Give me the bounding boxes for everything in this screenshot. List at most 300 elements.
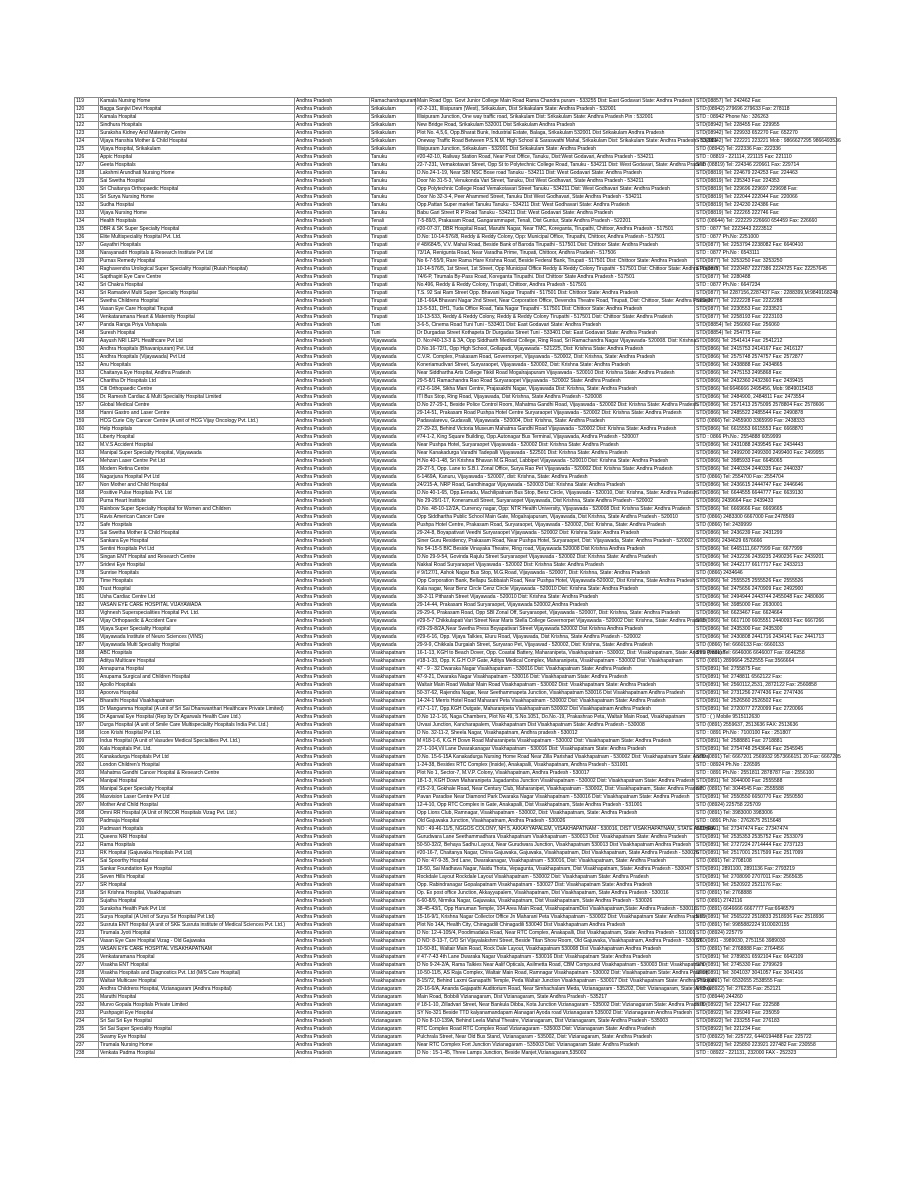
table-row xyxy=(75,482,837,490)
table-row xyxy=(75,554,837,562)
city-cell: Visakhapatnam xyxy=(370,786,416,794)
city-cell: Visakhapatnam xyxy=(370,914,416,922)
phone-cell: STD(08819) Tel: 229696 229697 229698 Fax: xyxy=(695,186,837,194)
city-cell: Tirupati xyxy=(370,242,416,250)
address-cell: SY No-321 Beside TTD kalyanamandapam Alanagari Ayoda road Vizianagaram 535002 Dist: Vizianagaram Andhra Pradesh xyxy=(416,1010,695,1018)
city-cell: Vijayawada xyxy=(370,394,416,402)
hospital-name-cell: Vijaya Nursing Home xyxy=(99,210,295,218)
hospital-name-cell: Dr Agarwal Eye Hospital (Rep by Dr Agarwals Health Care Ltd.) xyxy=(99,714,295,722)
address-cell: D.No.16-72/1, Opp High School, Gollapudi, Vijayawada - 521225, Dist: Krishna State: Andhra Pradesh xyxy=(416,346,695,354)
hospital-name-cell: Geeta Hospitals xyxy=(99,162,295,170)
city-cell: Visakhapatnam xyxy=(370,890,416,898)
city-cell: Tirupati xyxy=(370,258,416,266)
table-row xyxy=(75,738,837,746)
state-cell: Andhra Pradesh xyxy=(295,434,370,442)
serial-number-cell: 214 xyxy=(75,858,99,866)
phone-cell: STD(0866) Tel: 2485522 2485544 Fax: 2490878 xyxy=(695,410,837,418)
phone-cell: STD (0866) Tel: 2554700 Fax: 2554704 xyxy=(695,474,837,482)
hospital-name-cell: M.V.S Accident Hospital xyxy=(99,442,295,450)
hospital-name-cell: ABC Hospitals xyxy=(99,650,295,658)
address-cell: NO : 49-46-11/5, NGGOS COLONY, NH 5, AKKAYYAPALEM, VISAKHAPATNAM - 530016, DIST VISAKHAPATNAM, STATE ANDHRA xyxy=(417,826,715,832)
table-row xyxy=(75,330,837,338)
city-cell: Tenali xyxy=(370,218,416,226)
address-cell: Urvasi Junction, Kancharapalem, Visakhapatnam Dist Visakhapatnam State: Andhra Pradesh - 530008 xyxy=(416,722,695,730)
address-cell: #20-16-7, Chaitanya Nagar, China Gajuwaka, Gajuwaka, Visakhapatnam, Dist Visakhapatnam, State Andhra Pradesh - 530026 xyxy=(417,850,699,856)
hospital-name-cell: Global Medical Centre xyxy=(99,402,295,410)
hospital-name-cell: Sri Chaitanya Orthopaedic Hospital xyxy=(99,186,295,194)
city-cell: Visakhapatnam xyxy=(370,794,416,802)
city-cell: Visakhapatnam xyxy=(370,930,416,938)
city-cell: Visakhapatnam xyxy=(370,762,416,770)
serial-number-cell: 137 xyxy=(75,242,99,250)
state-cell: Andhra Pradesh xyxy=(295,954,370,962)
address-cell: 50-50-32/2, Behaya Sadhu Layout, Near Gurudwara Junction, Visakhapatnam 530013 Dist Visakhapatnam Andhra Pradesh xyxy=(416,842,695,850)
phone-cell: STD(0891) Tel: 2789831 6592104 Fax: 6642109 xyxy=(695,954,837,962)
hospital-name-cell: Apoorva Hospital xyxy=(99,690,295,698)
address-cell: #29-5-7 Chikkulapati Vari Street Near Maris Stella College Governorpet Vijayawada - 520002 Dist: Krishna, State: Andhra Pradesh xyxy=(417,618,706,624)
address-cell: C.V.R. Complex, Prakasam Road, Governorpet, Vijayawada - 520002, Dist: Krishna, State: Andhra Pradesh xyxy=(416,354,695,362)
state-cell: Andhra Pradesh xyxy=(295,234,370,242)
table-row xyxy=(75,402,837,410)
state-cell: Andhra Pradesh xyxy=(295,194,370,202)
state-cell: Andhra Pradesh xyxy=(295,570,370,578)
serial-number-cell: 213 xyxy=(75,850,99,858)
state-cell: Andhra Pradesh xyxy=(295,458,370,466)
address-cell: 6-60-8/9, Nirmika Nagar, Gajuwaka, Visakhapatnam, Dist Visakhapatnam, State Andhra Pradesh - 530026 xyxy=(416,898,695,906)
state-cell: Andhra Pradesh xyxy=(295,802,370,810)
hospital-name-cell: Sankara Eye Hospital xyxy=(99,538,295,546)
hospital-name-cell: Mehzan Laser Centre Pvt Ltd xyxy=(99,458,295,466)
city-cell: Vijayawada xyxy=(370,514,416,522)
city-cell: Srikakulam xyxy=(370,122,416,130)
serial-number-cell: 218 xyxy=(75,890,99,898)
phone-cell: STD(0866) Tel: 2436615 2444747 Fax: 2446646 xyxy=(695,482,837,490)
phone-cell: STD (0891) Tel: 9985882224 9100020155 xyxy=(695,922,837,930)
address-cell: No 29-29/1-17, Koneramudi Street, Suryaraopet Vijayawada, Dist Krishna, State Andhra Pradesh - 520002 xyxy=(416,498,695,506)
table-row xyxy=(75,418,837,426)
address-cell: ITI Bus Stop, Ring Road, Vijayawada, Dist Krishna, State Andhra Pradesh - 520008 xyxy=(416,394,695,402)
hospital-name-cell: Tirumala Jyoti Hospital xyxy=(99,930,295,938)
table-row xyxy=(75,778,837,786)
serial-number-cell: 204 xyxy=(75,778,99,786)
serial-number-cell: 132 xyxy=(75,202,99,210)
address-cell: 15-16-9/1, Krishna Nagar Collector Office Jn Maharani Peta Visakhapatnam - 530002 Dist: Visakhapatnam State: Andhra Pradesh xyxy=(417,914,705,920)
hospital-name-cell: Waltair Multicare Hospital xyxy=(99,978,295,986)
table-row xyxy=(75,954,837,962)
serial-number-cell: 157 xyxy=(75,402,99,410)
address-cell: 29-14-44, Prakasam Road Suryaraopet, Vijayawada 520002,Andhra Pradesh xyxy=(416,602,695,610)
city-cell: Tirupati xyxy=(370,266,416,274)
serial-number-cell: 130 xyxy=(75,186,99,194)
address-cell: 14-24-1 Merris Hotel Road Maharani Peta Visakhapatnam - 530002 Dist: Visakhapatnam State: Andhra Pradesh xyxy=(416,698,695,706)
hospital-name-cell: Rainbow Super Specialty Hospital for Women and Children xyxy=(99,506,295,514)
phone-cell: STD (0866) Tel: 2455900 3365999 Fax: 2438333 xyxy=(695,418,837,426)
city-cell: Visakhapatnam xyxy=(370,746,416,754)
address-cell: Near Pushpa Hotel, Suryaraopet Vijayawada - 520002 Dist: Krishna State: Andhra Pradesh xyxy=(416,442,695,450)
hospital-name-cell: Time Hospitals xyxy=(99,578,295,586)
hospital-name-cell: Appic Hospital xyxy=(99,154,295,162)
serial-number-cell: 146 xyxy=(75,314,99,322)
address-cell: Near Kanakadurga Varadhi Tadepalli Vijayawada - 522501 Dist: Krishna State: Andhra Pradesh xyxy=(416,450,695,458)
table-row xyxy=(75,826,837,834)
hospital-name-cell: Elite Multispeciality Hospital Pvt. Ltd. xyxy=(99,234,295,242)
city-cell: Visakhapatnam xyxy=(370,946,416,954)
table-row xyxy=(75,210,837,218)
hospital-name-cell: Sankar Foundation Eye Hospital xyxy=(99,866,295,874)
phone-cell: STD(08819) Tel: 224679 224253 Fax: 224463 xyxy=(695,170,837,178)
table-row xyxy=(75,810,837,818)
serial-number-cell: 189 xyxy=(75,658,99,666)
city-cell: Visakhapatnam xyxy=(370,754,416,762)
phone-cell: STD(0866) Tel: 2432360 2432360 Fax: 2439415 xyxy=(695,378,837,386)
state-cell: Andhra Pradesh xyxy=(295,1002,370,1010)
serial-number-cell: 222 xyxy=(75,922,99,930)
city-cell: Visakhapatnam xyxy=(370,842,416,850)
serial-number-cell: 121 xyxy=(75,114,99,122)
phone-cell: STD(08819) Tel: 235343 Fax: 224353 xyxy=(695,178,837,186)
city-cell: Vijayawada xyxy=(370,610,416,618)
address-cell: #18-1-33, Opp. K.G.H O.P Gate, Aditya Medical Complex, Maharanipeta, Visakhapatnam - 530002 Dist: Visakhapatnam xyxy=(416,658,695,666)
serial-number-cell: 133 xyxy=(75,210,99,218)
address-cell: 73/1A, Reniguntа Road, Near Varadha Prime, Tirupati, Chittoor, Andhra Pradesh - 517506 xyxy=(416,250,695,258)
address-cell: 10-50-11/5, AS Raja Complex, Waltair Main Road, Ramnagar Visakhapatnam - 530002 Dist: Visakhapatnam State: Andhra Pradesh xyxy=(417,970,709,976)
state-cell: Andhra Pradesh xyxy=(295,370,370,378)
serial-number-cell: 156 xyxy=(75,394,99,402)
hospital-name-cell: Sentini Hospitals Pvt Ltd xyxy=(99,546,295,554)
table-row xyxy=(75,594,837,602)
phone-cell: STD (0891) 2742116 xyxy=(695,898,837,906)
serial-number-cell: 152 xyxy=(75,362,99,370)
serial-number-cell: 192 xyxy=(75,682,99,690)
state-cell: Andhra Pradesh xyxy=(295,1050,370,1058)
hospital-name-cell: Dr Mangamma Hospital (A unit of Sri Sai Dhanwanthari Healthcare Private Limited) xyxy=(99,706,295,714)
city-cell: Vijayawada xyxy=(370,402,416,410)
hospital-name-cell: Charitha Dr Hospitals Ltd xyxy=(99,378,295,386)
phone-cell: STD(0891) Tel: 2526560 2526502 Fax: xyxy=(695,698,837,706)
city-cell: Vijayawada xyxy=(370,410,416,418)
hospital-name-cell: VASAN EYE CARE HOSPITAL VISAKHAPATNAM xyxy=(99,946,295,954)
city-cell: Visakhapatnam xyxy=(370,682,416,690)
state-cell: Andhra Pradesh xyxy=(295,482,370,490)
phone-cell: STD(0891) Tel: 2560112,2531, 2872122 Fax: 2560858 xyxy=(695,682,837,690)
phone-cell: STD(0891) Tel: 2550550 6650770 Fax: 2550550 xyxy=(695,794,837,802)
address-cell: #20-07-37, DBR Hospital Road, Maruthi Nagar, Near TMC, Koreganta, Tirupathi, Chittoor, Andhra Pradesh - 517501 xyxy=(416,226,695,234)
phone-cell: STD : 08942 Phone No : 326263 xyxy=(695,114,837,122)
table-row xyxy=(75,122,837,130)
state-cell: Andhra Pradesh xyxy=(295,706,370,714)
city-cell: Tanuku xyxy=(370,162,416,170)
state-cell: Andhra Pradesh xyxy=(295,266,370,274)
hospital-name-cell: Lakshmi Arundhati Nursing Home xyxy=(99,170,295,178)
phone-cell: STD (0891) Tel: 2708108 xyxy=(695,858,837,866)
address-cell: #2-2-131, Illisipuram (West), Srikakulam, Dist Srikakulam State: Andhra Pradesh - 532001 xyxy=(416,106,695,114)
state-cell: Andhra Pradesh xyxy=(295,298,370,306)
serial-number-cell: 131 xyxy=(75,194,99,202)
table-row xyxy=(75,1010,837,1018)
serial-number-cell: 127 xyxy=(75,162,99,170)
state-cell: Andhra Pradesh xyxy=(295,554,370,562)
phone-cell: STD : 0866 Ph.No.: 2554888 6059999 xyxy=(695,434,837,442)
phone-cell: STD(08942) Tel: 222221 223221 Mob : 9866627295 9866493536 xyxy=(696,138,841,144)
hospital-name-cell: Murvo Gopala Hospitals Private Limited xyxy=(99,1002,295,1010)
serial-number-cell: 201 xyxy=(75,754,99,762)
serial-number-cell: 138 xyxy=(75,250,99,258)
address-cell: 18-1-66A Bhavani Nagar 2nd Street, Near Corporation Office, Devendra Theatre Road, Tirupati, Dist: Chittoor, State: Andhra Pradesh xyxy=(417,298,712,304)
hospital-name-cell: Kala Hospitals Pvt. Ltd. xyxy=(99,746,295,754)
serial-number-cell: 173 xyxy=(75,530,99,538)
state-cell: Andhra Pradesh xyxy=(295,186,370,194)
address-cell: Pavan Paradise Near Diamond Park Dwaraka Nagar Visakhapatnam - 530016 Dist: Visakhapatnam State: Andhra Pradesh xyxy=(416,794,695,802)
serial-number-cell: 226 xyxy=(75,954,99,962)
table-row xyxy=(75,898,837,906)
hospital-name-cell: Suresh Hospital xyxy=(99,330,295,338)
table-row xyxy=(75,906,837,914)
address-cell: D.No: 10-14-576/8, Reddy & Reddy Colony, Opp: Municipal Office, Tirupathi, Chittoor, Andhra Pradesh - 517501 xyxy=(416,234,695,242)
serial-number-cell: 207 xyxy=(75,802,99,810)
phone-cell: STD(0877) Tel: 2280488 xyxy=(695,274,837,282)
phone-cell: STD(0866) Tel: 6669666 Fax: 6669665 xyxy=(695,506,837,514)
city-cell: Tanuku xyxy=(370,202,416,210)
serial-number-cell: 205 xyxy=(75,786,99,794)
table-row xyxy=(75,154,837,162)
phone-cell: STD(0891) 2891100, 2891136 Fax: 2793219 xyxy=(695,866,837,874)
serial-number-cell: 183 xyxy=(75,610,99,618)
serial-number-cell: 224 xyxy=(75,938,99,946)
table-row xyxy=(75,170,837,178)
phone-cell: STD(0866) Tel: 2438888 Fax: 2434865 xyxy=(695,362,837,370)
table-row xyxy=(75,706,837,714)
city-cell: Visakhapatnam xyxy=(370,770,416,778)
address-cell: Pulchrala Street, Near Old Bus Stand, Vizianagaram - 535002, Dist: Vizianagaram, State: Andhra Pradesh xyxy=(416,1034,695,1042)
address-cell: Waltair Main Road Waltair Main Road Visakhapatnam - 530002 Dist: Visakhapatnam State: Andhra Pradesh xyxy=(416,682,695,690)
city-cell: Vijayawada xyxy=(370,490,416,498)
address-cell: M #18-1-6, K.G.H Down Road Maharanipeta Visakhapatnam - 530002 Dist: Visakhapatnam State: Andhra Pradesh xyxy=(416,738,695,746)
serial-number-cell: 202 xyxy=(75,762,99,770)
table-row xyxy=(75,514,837,522)
state-cell: Andhra Pradesh xyxy=(295,490,370,498)
serial-number-cell: 195 xyxy=(75,706,99,714)
phone-cell: STD : 0891 Ph.No : 7100100 Fax : 251807 xyxy=(695,730,837,738)
table-row xyxy=(75,194,837,202)
city-cell: Vizianagaram xyxy=(370,994,416,1002)
phone-cell: STD : 0877 Ph.No : 6543111 xyxy=(695,250,837,258)
state-cell: Andhra Pradesh xyxy=(295,474,370,482)
table-row xyxy=(75,130,837,138)
city-cell: Tirupati xyxy=(370,274,416,282)
state-cell: Andhra Pradesh xyxy=(295,346,370,354)
hospital-name-cell: Vasan Eye Care Hospital Vizag - Old Gajuwaka xyxy=(99,938,295,946)
state-cell: Andhra Pradesh xyxy=(295,834,370,842)
hospital-name-cell: Sudha Hospital xyxy=(99,202,295,210)
city-cell: Vijayawada xyxy=(370,346,416,354)
phone-cell: STD(0891) Tel: 3044000 Fax: 2555588 xyxy=(695,778,837,786)
serial-number-cell: 147 xyxy=(75,322,99,330)
table-row xyxy=(75,314,837,322)
city-cell: Vijayawada xyxy=(370,498,416,506)
phone-cell: STD(0866) Tel: 2442177 6617717 Fax: 2433213 xyxy=(695,562,837,570)
city-cell: Visakhapatnam xyxy=(370,650,416,658)
state-cell: Andhra Pradesh xyxy=(295,250,370,258)
state-cell: Andhra Pradesh xyxy=(295,642,370,650)
city-cell: Vijayawada xyxy=(370,434,416,442)
state-cell: Andhra Pradesh xyxy=(295,930,370,938)
hospital-name-cell: Vijayawada Multi Speciality Hospital xyxy=(99,642,295,650)
hospital-name-cell: Help Hospitals xyxy=(99,426,295,434)
serial-number-cell: 164 xyxy=(75,458,99,466)
phone-cell: STD(08854) Tel: 256060 Fax: 256060 xyxy=(695,322,837,330)
city-cell: Visakhapatnam xyxy=(370,898,416,906)
city-cell: Visakhapatnam xyxy=(370,978,416,986)
city-cell: Vijayawada xyxy=(370,506,416,514)
serial-number-cell: 206 xyxy=(75,794,99,802)
phone-cell: STD(0866) Tel: 2571413 2575095 2578804 Fax: 2578606 xyxy=(695,402,837,410)
table-row xyxy=(75,890,837,898)
phone-cell: STD (0891) 6646666 6667777 Fax:6646579 xyxy=(695,906,837,914)
city-cell: Tanuku xyxy=(370,154,416,162)
state-cell: Andhra Pradesh xyxy=(295,306,370,314)
city-cell: Vijayawada xyxy=(370,474,416,482)
city-cell: Vijayawada xyxy=(370,418,416,426)
city-cell: Vijayawada xyxy=(370,618,416,626)
address-cell: RTC Complex Road RTC Complex Road Vizianagaram - 535003 Dist: Vizianagaram State: Andhra Pradesh xyxy=(416,1026,695,1034)
city-cell: Vijayawada xyxy=(370,642,416,650)
state-cell: Andhra Pradesh xyxy=(295,410,370,418)
serial-number-cell: 237 xyxy=(75,1042,99,1050)
phone-cell: STD(0891) Tel: 2588881 Fax: 2718881 xyxy=(695,738,837,746)
phone-cell: STD : 0877 Tel: 2223443 2223512 xyxy=(695,226,837,234)
table-row xyxy=(75,362,837,370)
state-cell: Andhra Pradesh xyxy=(295,530,370,538)
state-cell: Andhra Pradesh xyxy=(295,242,370,250)
state-cell: Andhra Pradesh xyxy=(295,98,370,106)
address-cell: 10-13-533, Reddy & Reddy Colony, Reddy & Reddy Colony Tirupathi - 517501 Dist: Chittoor State: Andhra Pradesh xyxy=(416,314,695,322)
city-cell: Visakhapatnam xyxy=(370,850,416,858)
hospital-name-cell: Pushpagiri Eye Hospital xyxy=(99,1010,295,1018)
state-cell: Andhra Pradesh xyxy=(295,106,370,114)
serial-number-cell: 199 xyxy=(75,738,99,746)
hospital-name-cell: Bagga Sanjivi Devi Hospital xyxy=(99,106,295,114)
address-cell: 27-1-104,Vil Lane Dwarakanagar Visakhapatnam - 530016 Dist: Visakhapatnam State: Andhra Pradesh xyxy=(416,746,695,754)
table-row xyxy=(75,690,837,698)
phone-cell: STD(0877) Tel: 2258193 Fax: 2223103 xyxy=(695,314,837,322)
city-cell: Visakhapatnam xyxy=(370,730,416,738)
address-cell: D No : 15-1-45, Three Lamps Junction, Beside Manjet,Vizianagaram,535002 xyxy=(416,1050,695,1058)
city-cell: Visakhapatnam xyxy=(370,698,416,706)
serial-number-cell: 225 xyxy=(75,946,99,954)
hospital-name-cell: London Children's Hospital xyxy=(99,762,295,770)
state-cell: Andhra Pradesh xyxy=(295,634,370,642)
state-cell: Andhra Pradesh xyxy=(295,506,370,514)
state-cell: Andhra Pradesh xyxy=(295,594,370,602)
serial-number-cell: 149 xyxy=(75,338,99,346)
address-cell: # 48/684/5, V.V. Mahal Road, Beside Bank of Baroda Tirupathi - 517501 Dist: Chittoor State: Andhra Pradesh xyxy=(416,242,695,250)
table-row xyxy=(75,498,837,506)
table-row xyxy=(75,546,837,554)
address-cell: Illisipuram Junction, One way traffic road, Srikakulam Dist: Srikakulam State: Andhra Pradesh Pin : 532001 xyxy=(416,114,695,122)
state-cell: Andhra Pradesh xyxy=(295,402,370,410)
city-cell: Visakhapatnam xyxy=(370,882,416,890)
state-cell: Andhra Pradesh xyxy=(295,1018,370,1026)
serial-number-cell: 171 xyxy=(75,514,99,522)
table-row xyxy=(75,114,837,122)
table-row xyxy=(75,946,837,954)
table-row xyxy=(75,386,837,394)
hospital-name-cell: Chaitanya Eye Hospital, Andhra Pradesh xyxy=(99,370,295,378)
hospital-name-cell: Sri Surya Nursing Home xyxy=(99,194,295,202)
city-cell: Visakhapatnam xyxy=(370,834,416,842)
table-row xyxy=(75,146,837,154)
city-cell: Vijayawada xyxy=(370,450,416,458)
table-row xyxy=(75,914,837,922)
serial-number-cell: 182 xyxy=(75,602,99,610)
phone-cell: STD(08922) Tel: 233255 Fax: 276183 xyxy=(695,1018,837,1026)
phone-cell: STD(0866) Tel: 3985000 Fax: 2630001 xyxy=(695,602,837,610)
table-row xyxy=(75,530,837,538)
table-row xyxy=(75,306,837,314)
serial-number-cell: 232 xyxy=(75,1002,99,1010)
city-cell: Vizianagaram xyxy=(370,1002,416,1010)
city-cell: Tirupati xyxy=(370,298,416,306)
phone-cell: STD (0866) 2434646 xyxy=(695,570,837,578)
serial-number-cell: 198 xyxy=(75,730,99,738)
table-row xyxy=(75,682,837,690)
table-row xyxy=(75,882,837,890)
address-cell: Op. Ex post office Junction, Akkayyapalem, Visakhapatnam, Dist Visakhapatnam, State Andhra Pradesh - 530016 xyxy=(416,890,695,898)
phone-cell: STD(08854) Tel: 254775 Fax: xyxy=(695,330,837,338)
city-cell: Vijayawada xyxy=(370,442,416,450)
address-cell: 8-15/72, Behind Laxmi Ganapathi Temple, Peda Waltair Junction Visakhapatnam - 530017 Dist: Visakhapatnam State: Andhra Pradesh xyxy=(417,978,716,984)
city-cell: Visakhapatnam xyxy=(370,778,416,786)
address-cell: No.496, Reddy & Reddy Colony, Tirupati, Chittoor, Andhra Pradesh - 517501 xyxy=(416,282,695,290)
hospital-name-cell: Anu Hospitals xyxy=(99,362,295,370)
state-cell: Andhra Pradesh xyxy=(295,674,370,682)
state-cell: Andhra Pradesh xyxy=(295,546,370,554)
address-cell: 22-7-231, Vemakotavari Street, Opp St to Polytechnic College Road, Tanuku - 534211 Dist: West Godavari, State: Andhra Pradesh xyxy=(417,162,706,168)
table-row xyxy=(75,922,837,930)
state-cell: Andhra Pradesh xyxy=(295,170,370,178)
table-row xyxy=(75,538,837,546)
phone-cell: STD(0891) Tel: 2731256 2747436 Fax: 2747436 xyxy=(695,690,837,698)
city-cell: Vizianagaram xyxy=(370,1026,416,1034)
table-row xyxy=(75,722,837,730)
serial-number-cell: 229 xyxy=(75,978,99,986)
phone-cell: STD(0866) Tel: 2475656 2470909 Fax: 2492900 xyxy=(695,586,837,594)
state-cell: Andhra Pradesh xyxy=(295,258,370,266)
address-cell: 16-1-13, KGH to Beach Dover, Opp. Coastal Battery, Maharanipeta, Visakhapatnam - 530002, Dist: Visakhapatnam, State: Andhra Pradesh xyxy=(417,650,726,656)
address-cell: 29-24-8, Boyapativari Veedhi Suryaraopet Vijayawada - 520002 Dist: Krishna State: Andhra Pradesh xyxy=(416,530,695,538)
state-cell: Andhra Pradesh xyxy=(295,786,370,794)
address-cell: #12-6-184, Sikha Mani Centre, Prajasakthi Nagar, Vijayawada Dist: Krishna, State: Andhra Pradesh xyxy=(416,386,695,394)
table-row xyxy=(75,754,837,762)
phone-cell: STD : 0877 Ph.No: 2251000 xyxy=(695,234,837,242)
table-row xyxy=(75,506,837,514)
serial-number-cell: 194 xyxy=(75,698,99,706)
hospital-name-cell: Aditya Multicare Hospital xyxy=(99,658,295,666)
address-cell: Padavalarevu, Gudavalli, Vijayawada - 520004, Dist: Krishna, State: Andhra Pradesh xyxy=(416,418,695,426)
city-cell: Vijayawada xyxy=(370,546,416,554)
hospital-name-cell: Queens NRI Hospital xyxy=(99,834,295,842)
address-cell: 20-16-6/A, Ananda Gajapathi Auditorium Road, Near Simhachalam Meda, Vizianagaram - 535202, Dist: Vizianagaram, State: Andhra xyxy=(417,986,712,992)
hospital-name-cell: Venkataramana Hospital xyxy=(99,954,295,962)
address-cell: D NO: 8-13-7, C/O Sri Vijayalakshmi Street, Beside Titan Show Room, Old Gajuwaka, Visakhapatnam, Andhra Pradesh - 530026 xyxy=(417,938,703,944)
address-cell: # 47-7-43 4th Lane Dwaraka Nagar Visakhapatnam - 530016 Dist: Visakhapatnam State: Andhra Pradesh xyxy=(416,954,695,962)
state-cell: Andhra Pradesh xyxy=(295,658,370,666)
serial-number-cell: 235 xyxy=(75,1026,99,1034)
phone-cell: STD (0891) Tel: 3983000 3983006 xyxy=(695,810,837,818)
address-cell: 18-1-3, KGH Down Maharanipeta Jagadamba Junction Visakhapatnam - 530002 Dist: Visakhapatnam State: Andhra Pradesh xyxy=(417,778,695,784)
table-row xyxy=(75,106,837,114)
table-row xyxy=(75,842,837,850)
